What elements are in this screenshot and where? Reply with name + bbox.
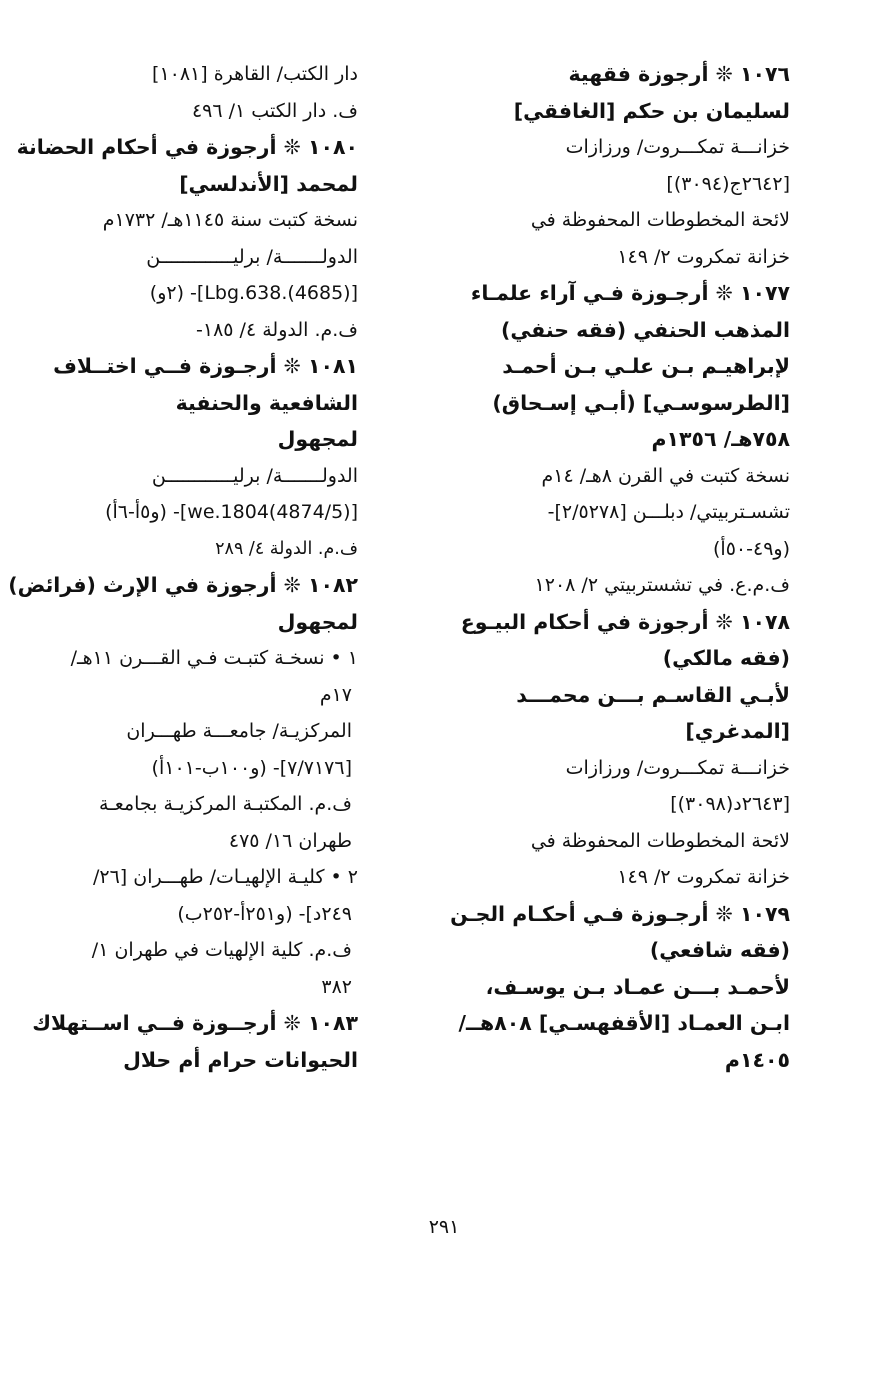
entry-heading-line: لمجهول	[277, 609, 358, 634]
entry-text-line: نسخة كتبت سنة ١١٤٥هـ/ ١٧٣٢م	[102, 209, 358, 231]
page-number: ٢٩١	[428, 1216, 460, 1238]
entry-text-line: ف.م. المكتبـة المركزيـة بجامعـة	[99, 793, 352, 815]
entry-text-line: تشسـتربيتي/ دبلـــن [٢/٥٢٧٨]-	[547, 501, 790, 523]
entry-heading-line: (فقه شافعي)	[649, 938, 790, 962]
entry-text-line: ف.م. الدولة ٤/ ٢٨٩	[215, 538, 358, 559]
entry-heading-line: ١٠٨٢ ❊ أرجوزة في الإرث (فرائض)	[8, 573, 358, 597]
entry-text-line: ٣٨٢	[321, 975, 352, 998]
entry-text-line: [٧/٧١٧٦]- (و١٠٠ب-١٠١أ)	[151, 756, 352, 779]
entry-heading-line: لأحمـد بـــن عمـاد بـن يوسـف،	[485, 974, 790, 999]
entry-text-line: ف.م. الدولة ٤/ ١٨٥-	[196, 318, 358, 341]
entry-text-line: ١٧م	[319, 683, 352, 706]
entry-heading-line: المذهب الحنفي (فقه حنفي)	[501, 317, 790, 342]
entry-text-line: الدولـــــــة/ برليــــــــــــن	[151, 464, 358, 487]
left-column	[8, 56, 358, 1078]
right-column	[445, 56, 790, 1078]
entry-heading-line: ١٠٧٦ ❊ أرجوزة فقهية	[568, 62, 790, 86]
entry-heading-line: ١٠٧٧ ❊ أرجـوزة فـي آراء علمـاء	[470, 281, 790, 305]
entry-heading-line: ابـن العمـاد [الأقفهسـي] ٨٠٨هــ/	[458, 1011, 790, 1035]
entry-text-line: ٢٤٩د]- (و٢٥١أ-٢٥٢ب)	[177, 902, 352, 925]
entry-text-line: [(4685).Lbg.638]- (٢و)	[149, 282, 358, 304]
entry-heading-line: الشافعية والحنفية	[175, 390, 358, 415]
entry-heading-line: ١٠٨٣ ❊ أرجــوزة فــي اســتهلاك	[32, 1011, 358, 1035]
entry-heading-line: لأبـي القاسـم بـــن محمـــد	[516, 682, 790, 707]
entry-text-line: ف.م. كلية الإلهيات في طهران ١/	[91, 939, 352, 961]
entry-text-line: لائحة المخطوطات المحفوظة في	[530, 209, 790, 231]
entry-heading-line: ١٤٠٥م	[724, 1047, 790, 1072]
entry-text-line: طهران ١٦/ ٤٧٥	[228, 829, 352, 852]
entry-heading-line: ١٠٨١ ❊ أرجـوزة فــي اختــلاف	[53, 354, 358, 378]
entry-text-line: خزانـــة تمكـــروت/ ورزازات	[565, 756, 790, 779]
entry-text-line: لائحة المخطوطات المحفوظة في	[530, 829, 790, 852]
entry-heading-line: ١٠٧٩ ❊ أرجـوزة فـي أحكـام الجـن	[450, 901, 790, 926]
entry-heading-line: لمجهول	[277, 427, 358, 451]
entry-heading-line: الحيوانات حرام أم حلال	[123, 1047, 358, 1072]
entry-text-line: ف. دار الكتب ١/ ٤٩٦	[191, 99, 358, 122]
entry-text-line: دار الكتب/ القاهرة [١٠٨١]	[152, 63, 358, 85]
entry-text-line: نسخة كتبت في القرن ٨هـ/ ١٤م	[541, 464, 790, 487]
entry-heading-line: [المدغري]	[685, 719, 790, 743]
entry-text-line: ١ • نسخـة كتبـت فـي القـــرن ١١هـ/	[70, 647, 358, 669]
entry-text-line: (و٤٩-٥٠أ)	[713, 537, 790, 560]
entry-heading-line: لمحمد [الأندلسي]	[179, 171, 358, 196]
entry-text-line: المركزيـة/ جامعـــة طهـــران	[126, 720, 352, 742]
entry-text-line: ف.م.ع. في تشستربيتي ٢/ ١٢٠٨	[534, 574, 790, 596]
entry-text-line: خزانة تمكروت ٢/ ١٤٩	[617, 245, 790, 268]
entry-heading-line: [الطرسوسـي] (أبـي إسـحاق)	[492, 390, 790, 415]
entry-text-line: ٢ • كليـة الإلهيـات/ طهـــران [٢٦/	[92, 866, 358, 888]
entry-heading-line: لإبراهيـم بـن علـي بـن أحمـد	[502, 354, 790, 378]
entry-heading-line: لسليمان بن حكم [الغافقي]	[513, 98, 790, 123]
entry-heading-line: (فقه مالكي)	[662, 646, 790, 670]
entry-heading-line: ١٠٨٠ ❊ أرجوزة في أحكام الحضانة	[16, 135, 358, 159]
entry-heading-line: ١٠٧٨ ❊ أرجوزة في أحكام البيـوع	[460, 609, 790, 634]
entry-text-line: خزانـــة تمكـــروت/ ورزازات	[565, 136, 790, 158]
entry-text-line: [٢٦٤٢ج(٣٠٩٤)]	[666, 172, 790, 195]
entry-text-line: [٢٦٤٣د(٣٠٩٨)]	[670, 793, 790, 815]
entry-text-line: خزانة تمكروت ٢/ ١٤٩	[617, 866, 790, 888]
entry-text-line: [(4874/5)we.1804]- (و٥أ-٦أ)	[105, 501, 358, 523]
entry-text-line: الدولـــــــة/ برليـــــــــــــن	[146, 245, 358, 268]
entry-heading-line: ٧٥٨هـ/ ١٣٥٦م	[651, 427, 790, 451]
